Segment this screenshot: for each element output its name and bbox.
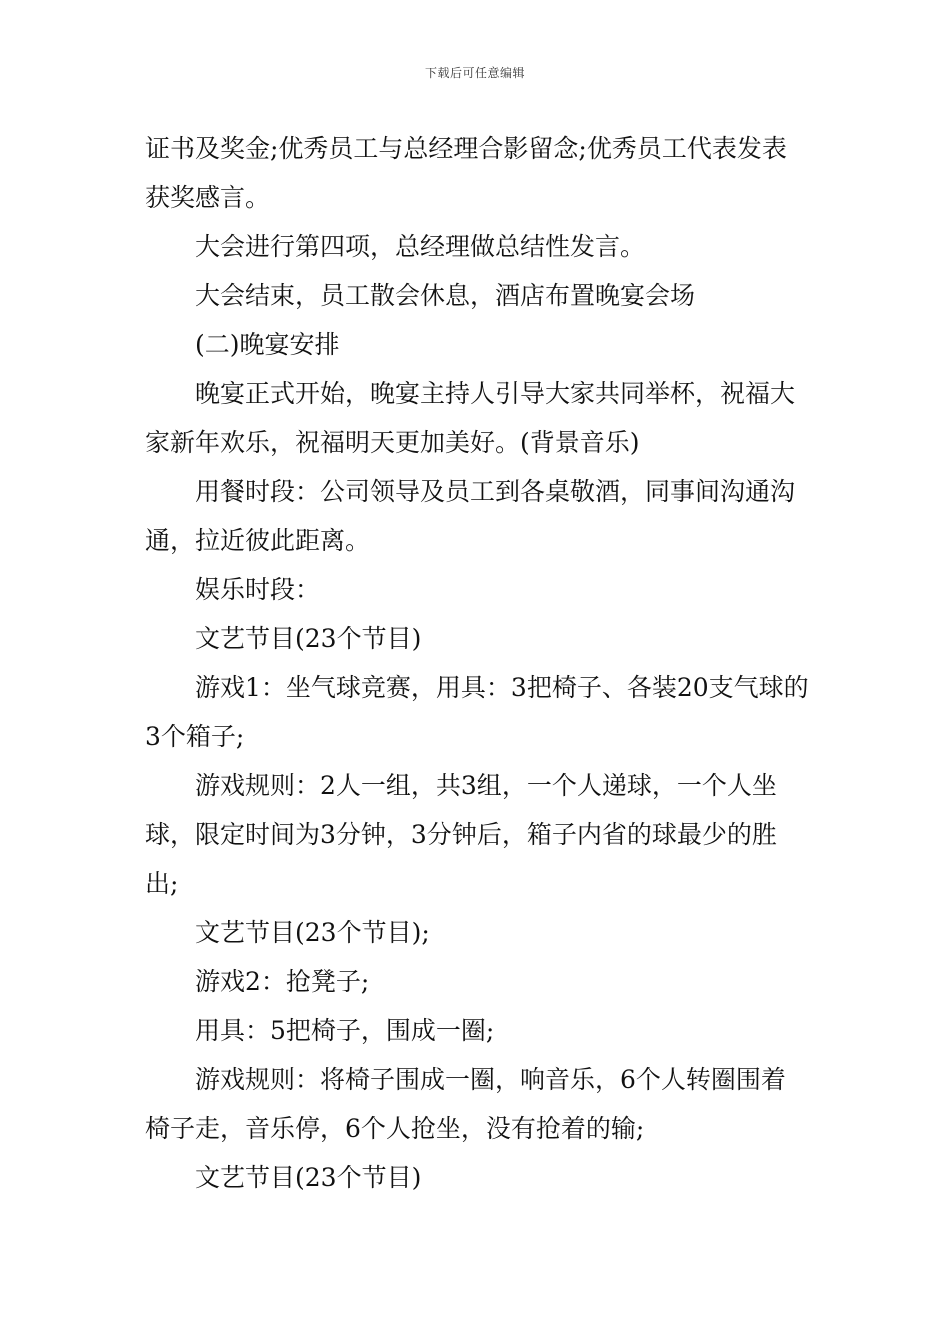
paragraph: 游戏1：坐气球竞赛，用具：3把椅子、各装20支气球的3个箱子;: [145, 673, 809, 751]
paragraph: 用餐时段：公司领导及员工到各桌敬酒，同事间沟通沟通，拉近彼此距离。: [145, 477, 796, 555]
document-body: [145, 124, 810, 1202]
paragraph: 用具：5把椅子，围成一圈;: [195, 1016, 495, 1045]
paragraph: 文艺节目(23个节目);: [195, 918, 430, 947]
paragraph: 游戏规则：2人一组，共3组，一个人递球，一个人坐球，限定时间为3分钟，3分钟后，箱子内省的球最少的胜出;: [145, 771, 777, 898]
paragraph: 晚宴正式开始，晚宴主持人引导大家共同举杯，祝福大家新年欢乐，祝福明天更加美好。(背景音乐): [145, 379, 796, 457]
page-header: 下载后可任意编辑: [424, 66, 525, 80]
paragraph: 游戏2：抢凳子;: [195, 967, 370, 996]
paragraph: 大会进行第四项，总经理做总结性发言。: [195, 232, 646, 261]
paragraph: 娱乐时段：: [195, 575, 321, 604]
paragraph: 大会结束，员工散会休息，酒店布置晚宴会场: [195, 281, 696, 310]
paragraph-continuation: 证书及奖金;优秀员工与总经理合影留念;优秀员工代表发表获奖感言。: [145, 134, 787, 212]
paragraph: 文艺节目(23个节目): [195, 1163, 422, 1192]
paragraph: 游戏规则：将椅子围成一圈，响音乐，6个人转圈围着椅子走，音乐停，6个人抢坐，没有抢着的输;: [145, 1065, 786, 1143]
section-heading: (二)晚宴安排: [195, 330, 340, 359]
paragraph: 文艺节目(23个节目): [195, 624, 422, 653]
